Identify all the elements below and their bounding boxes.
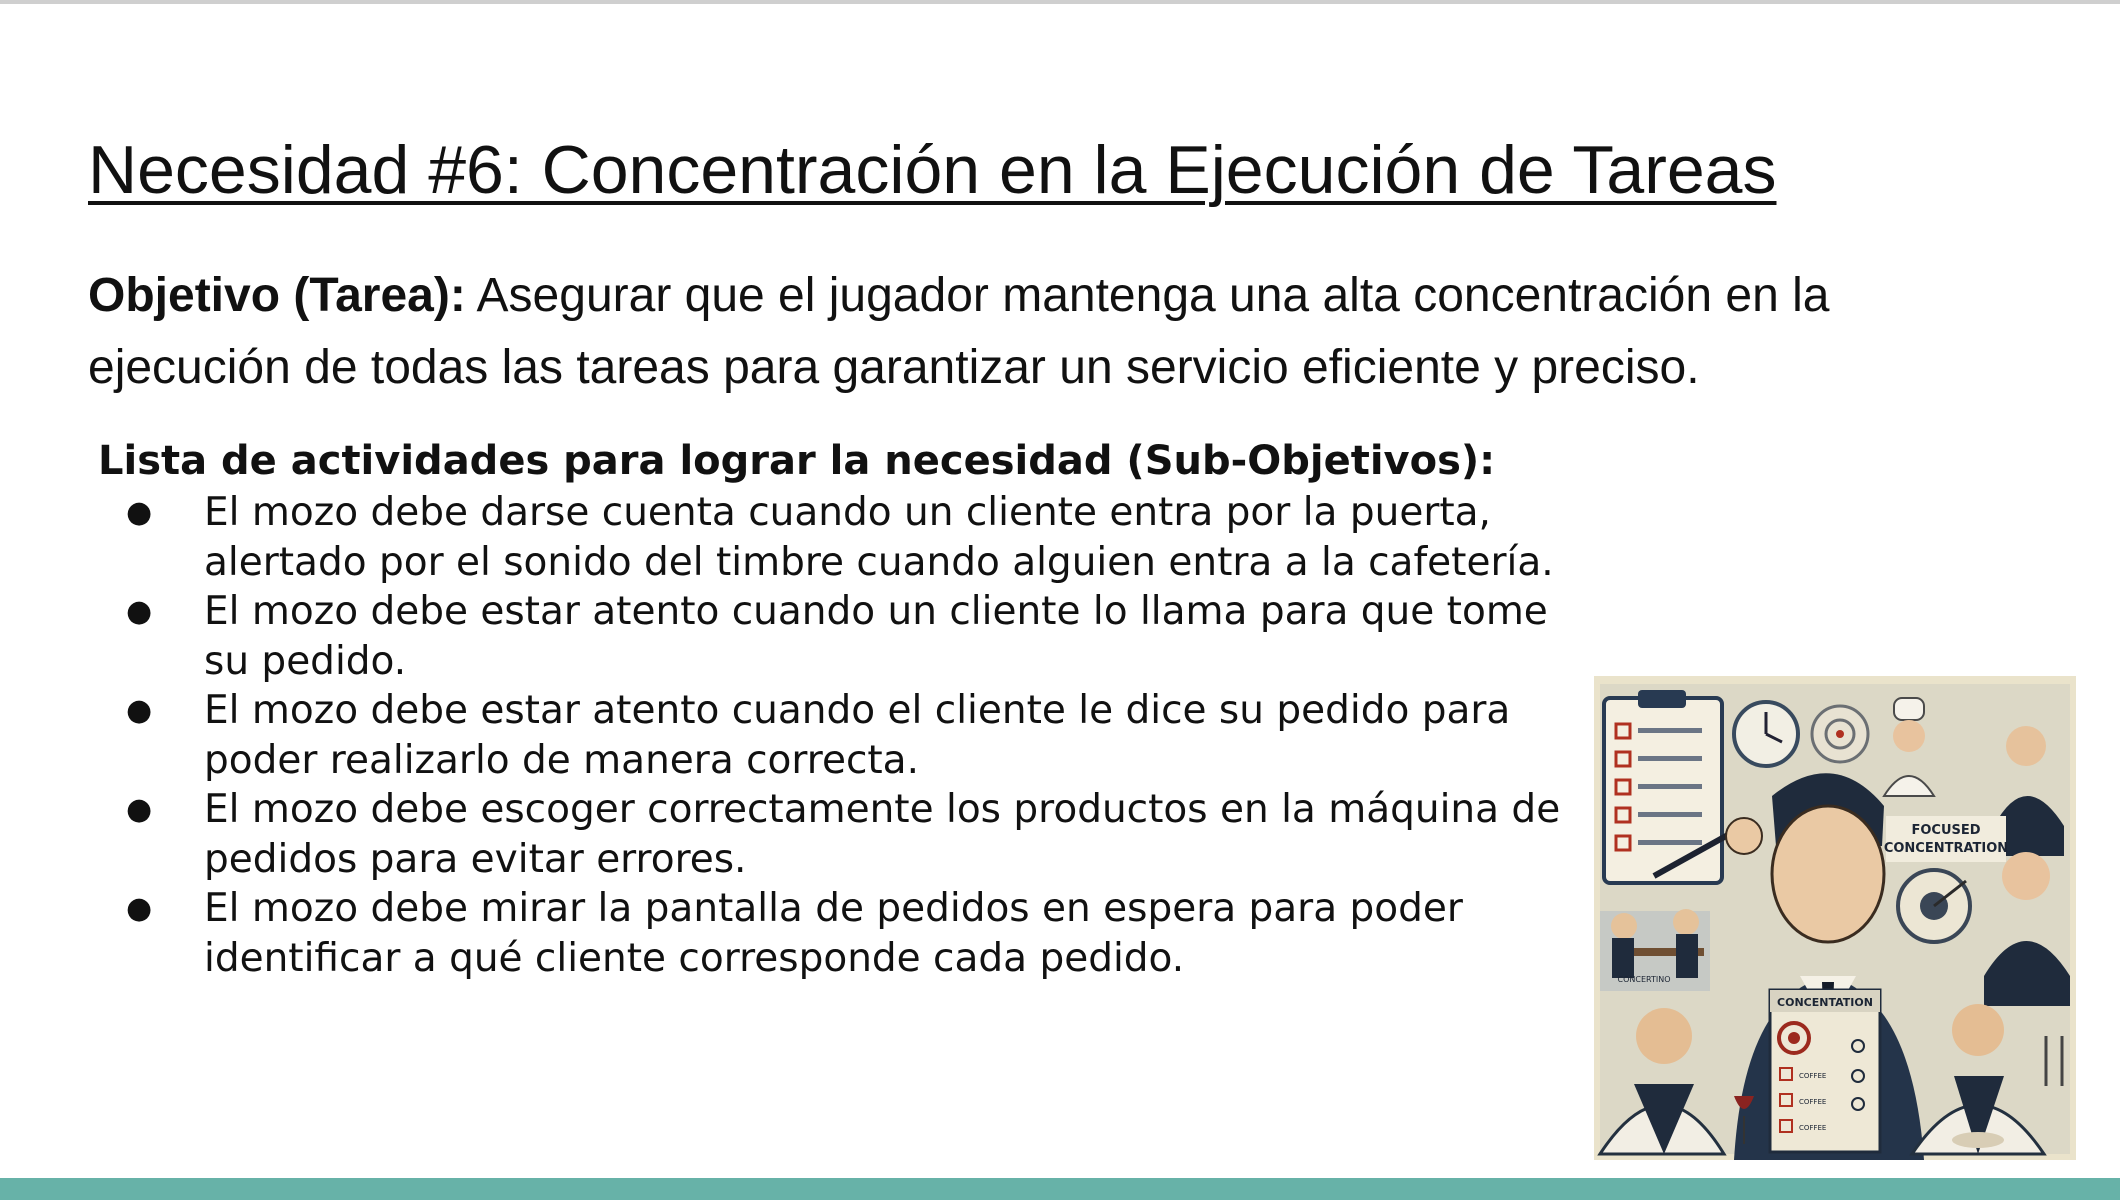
dial-icon bbox=[1898, 870, 1970, 942]
activities-list bbox=[98, 488, 1578, 983]
panel-list-item: COFFEE bbox=[1799, 1072, 1827, 1080]
activity-item bbox=[98, 785, 1578, 884]
activity-item bbox=[98, 488, 1578, 587]
activity-item bbox=[98, 587, 1578, 686]
objective-label: Objetivo (Tarea): bbox=[88, 269, 466, 322]
clock-icon bbox=[1734, 702, 1798, 766]
clipboard-icon bbox=[1604, 690, 1722, 883]
bullet-icon: ● bbox=[126, 594, 153, 629]
concentration-panel-title: CONCENTATION bbox=[1777, 996, 1873, 1009]
bullet-icon: ● bbox=[126, 693, 153, 728]
activity-text: El mozo debe escoger correctamente los productos en la máquina de pedidos para evitar errores. bbox=[204, 787, 1561, 882]
activity-text: El mozo debe darse cuenta cuando un cliente entra por la puerta, alertado por el sonido del timbre cuando alguien entra a la cafetería. bbox=[204, 490, 1554, 585]
objective-text: Asegurar que el jugador mantenga una alta concentración en la ejecución de todas las tareas para garantizar un servicio eficiente y preciso. bbox=[88, 269, 1830, 394]
concentration-label-text: CONCENTRATION bbox=[1883, 841, 2009, 856]
activity-text: El mozo debe estar atento cuando un cliente lo llama para que tome su pedido. bbox=[204, 589, 1548, 684]
bullet-icon: ● bbox=[126, 792, 153, 827]
activity-text: El mozo debe mirar la pantalla de pedidos en espera para poder identificar a qué cliente corresponde cada pedido. bbox=[204, 886, 1463, 981]
slide-title: Necesidad #6: Concentración en la Ejecución de Tareas bbox=[88, 132, 1777, 208]
footer-bar bbox=[0, 1178, 2120, 1200]
concentration-illustration bbox=[1594, 676, 2076, 1160]
activities-heading: Lista de actividades para lograr la necesidad (Sub-Objetivos): bbox=[98, 438, 1496, 484]
bullet-icon: ● bbox=[126, 495, 153, 530]
panel-list-item: COFFEE bbox=[1799, 1098, 1827, 1106]
target-icon bbox=[1812, 706, 1868, 762]
focused-label-text: FOCUSED bbox=[1911, 823, 1981, 838]
panel-list-item: COFFEE bbox=[1799, 1124, 1827, 1132]
bullet-icon: ● bbox=[126, 891, 153, 926]
activity-text: El mozo debe estar atento cuando el cliente le dice su pedido para poder realizarlo de manera correcta. bbox=[204, 688, 1511, 783]
activity-item bbox=[98, 884, 1578, 983]
small-label-text: CONCERTINO bbox=[1617, 975, 1671, 984]
objective-paragraph bbox=[88, 260, 1948, 404]
activities-section bbox=[98, 436, 1578, 983]
top-border-line bbox=[0, 0, 2120, 4]
activity-item bbox=[98, 686, 1578, 785]
